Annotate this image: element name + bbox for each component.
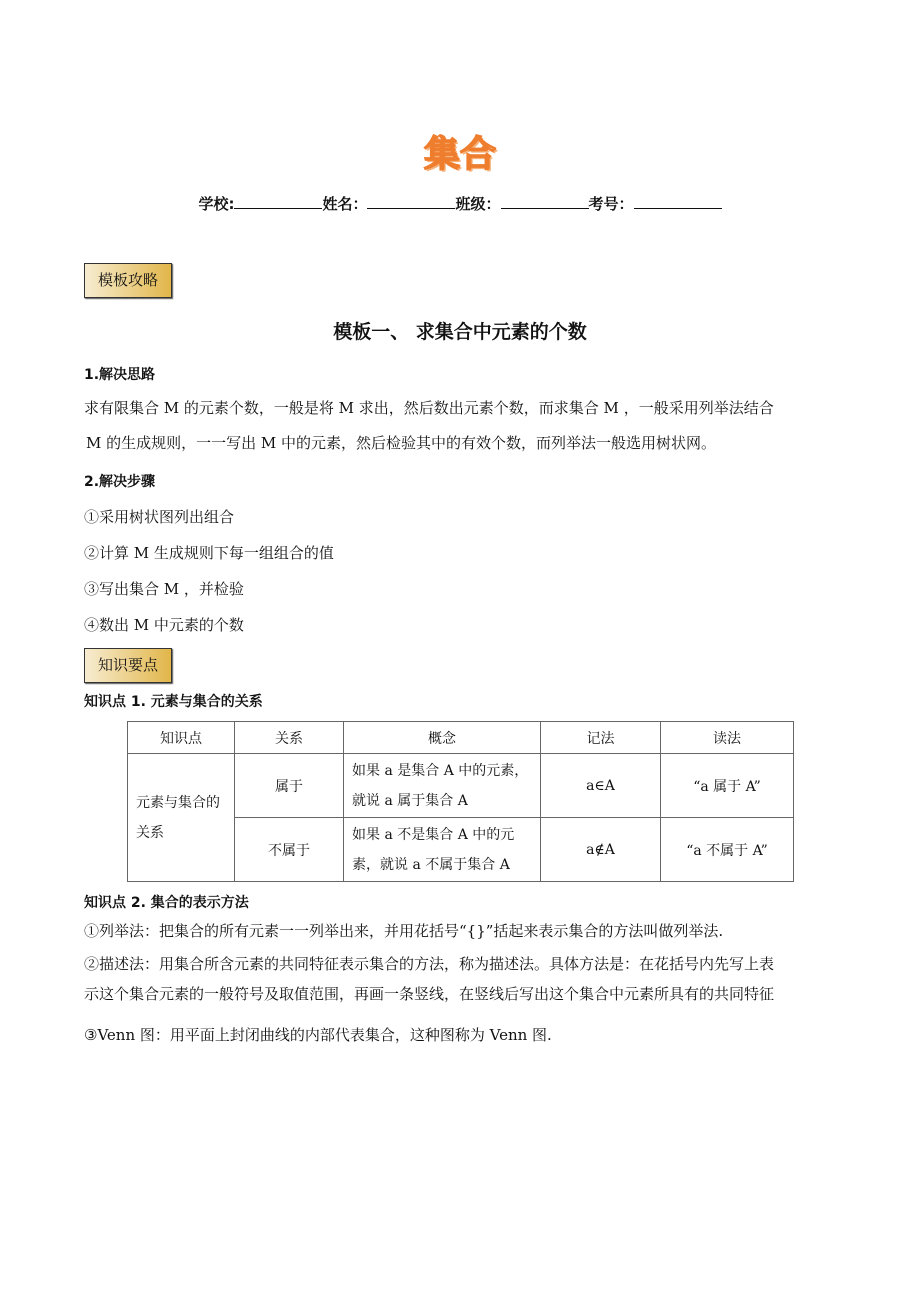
representation-line-2: ②描述法：用集合所含元素的共同特征表示集合的方法，称为描述法。具体方法是：在花括号内先写上表 xyxy=(84,955,775,973)
document-title: 集合 xyxy=(423,134,496,175)
header-cell: 读法 xyxy=(661,722,794,754)
approach-heading: 1.解决思路 xyxy=(84,367,156,383)
reading-cell: “a 属于 A” xyxy=(661,754,794,818)
steps-heading: 2.解决步骤 xyxy=(84,474,156,490)
step-3: ③写出集合 M ，并检验 xyxy=(84,580,244,598)
header-cell: 记法 xyxy=(541,722,661,754)
approach-line-1: 求有限集合 M 的元素个数，一般是将 M 求出，然后数出元素个数，而求集合 M ，一般采用列举法结合 xyxy=(84,399,774,417)
step-1: ①采用树状图列出组合 xyxy=(84,508,235,526)
concept-cell: 如果 a 不是集合 A 中的元素，就说 a 不属于集合 A xyxy=(344,818,541,882)
step-2: ②计算 M 生成规则下每一组组合的值 xyxy=(84,544,334,562)
approach-line-2: M 的生成规则，一一写出 M 中的元素，然后检验其中的有效个数，而列举法一般选用树状网。 xyxy=(86,434,717,452)
step-4: ④数出 M 中元素的个数 xyxy=(84,616,244,634)
header-cell: 关系 xyxy=(235,722,344,754)
element-set-relation-table xyxy=(127,721,794,882)
relation-cell: 属于 xyxy=(235,754,344,818)
exam-number-label: 考号： xyxy=(588,195,634,213)
table-header-row xyxy=(128,722,794,754)
representation-line-1: ①列举法：把集合的所有元素一一列举出来，并用花括号“{}”括起来表示集合的方法叫做列举法. xyxy=(84,922,724,940)
representation-line-3: 示这个集合元素的一般符号及取值范围，再画一条竖线，在竖线后写出这个集合中元素所具有的共同特征 xyxy=(84,985,775,1003)
notation-cell: a∉A xyxy=(541,818,661,882)
school-label: 学校: xyxy=(198,195,235,213)
header-cell: 概念 xyxy=(344,722,541,754)
concept-cell: 如果 a 是集合 A 中的元素，就说 a 属于集合 A xyxy=(344,754,541,818)
class-blank xyxy=(501,194,589,209)
name-blank xyxy=(367,194,455,209)
class-label: 班级： xyxy=(455,195,501,213)
exam-number-blank xyxy=(634,194,722,209)
table-row xyxy=(128,754,794,818)
header-cell: 知识点 xyxy=(128,722,235,754)
knowledge-point-1-heading: 知识点 1. 元素与集合的关系 xyxy=(84,694,263,710)
template-strategy-badge: 模板攻略 xyxy=(84,263,172,298)
name-label: 姓名： xyxy=(322,195,368,213)
student-info-fields xyxy=(0,193,920,214)
group-cell: 元素与集合的关系 xyxy=(128,754,235,882)
knowledge-point-2-heading: 知识点 2. 集合的表示方法 xyxy=(84,895,249,911)
key-points-badge: 知识要点 xyxy=(84,648,172,683)
school-blank xyxy=(234,194,322,209)
section-title: 模板一、 求集合中元素的个数 xyxy=(333,321,587,343)
representation-line-4: ③Venn 图：用平面上封闭曲线的内部代表集合，这种图称为 Venn 图. xyxy=(84,1026,552,1044)
reading-cell: “a 不属于 A” xyxy=(661,818,794,882)
notation-cell: a∈A xyxy=(541,754,661,818)
relation-cell: 不属于 xyxy=(235,818,344,882)
